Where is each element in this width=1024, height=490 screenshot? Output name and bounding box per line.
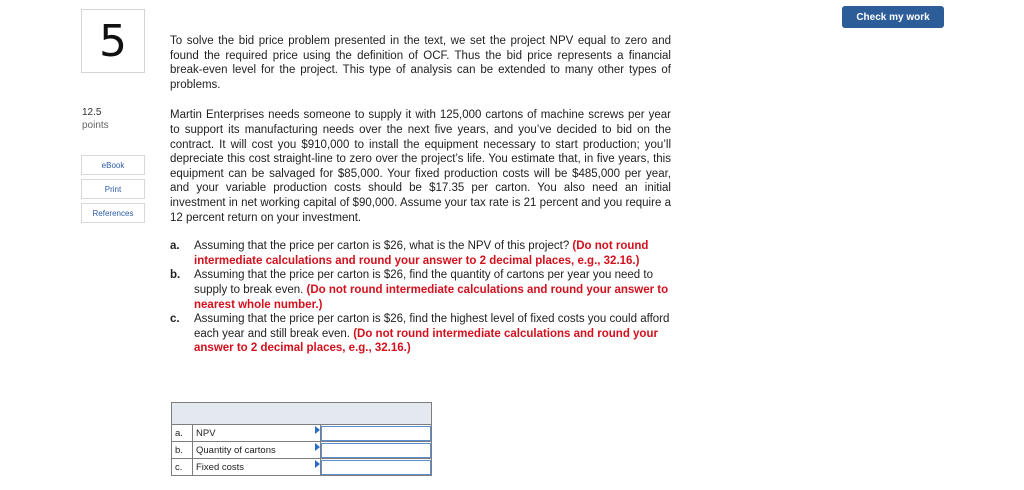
intro-paragraph: To solve the bid price problem presented in the text, we set the project NPV equal to zero and found the required price using the definition of OCF. Thus the bid price represents a financial break-even level for the project. This type of analysis can be extended to many other types of problems.: [170, 35, 671, 91]
sub-question-c: [170, 312, 671, 356]
table-row: [172, 425, 432, 442]
question-number: 5: [81, 9, 145, 73]
row-label: Quantity of cartons: [196, 444, 276, 456]
row-letter: b.: [172, 442, 193, 459]
points-info: [82, 106, 109, 132]
table-row: [172, 442, 432, 459]
row-letter: a.: [172, 425, 193, 442]
answer-table: [171, 402, 432, 476]
sub-question-b: [170, 268, 671, 312]
sub-question-list: [170, 239, 671, 356]
row-letter: c.: [172, 459, 193, 476]
quantity-input[interactable]: [321, 443, 431, 458]
row-label: Fixed costs: [196, 461, 245, 473]
sub-question-text: Assuming that the price per carton is $26, what is the NPV of this project?: [194, 240, 573, 253]
problem-paragraph: Martin Enterprises needs someone to supply it with 125,000 cartons of machine screws per year to support its manufacturing needs over the next five years, and you’ve decided to bid on the contract. It will cost you $910,000 to install the equipment necessary to start production; you’ll depreciate this cost straight-line to zero over the project’s life. You estimate that, in five years, this equipment can be salvaged for $85,000. Your fixed production costs will be $485,000 per year, and your variable production costs should be $17.35 per carton. You also need an initial investment in net working capital of $90,000. Assume your tax rate is 21 percent and you require a 12 percent return on your investment.: [170, 109, 671, 224]
table-header-row: [172, 403, 432, 425]
flag-icon: [315, 426, 320, 434]
references-button[interactable]: References: [81, 203, 145, 223]
sub-question-letter: b.: [170, 269, 181, 282]
sub-question-text: Assuming that the price per carton is $26, find the highest level of fixed costs you could afford each year and still break even.: [194, 313, 670, 340]
fixed-costs-input[interactable]: [321, 460, 431, 475]
check-my-work-button[interactable]: Check my work: [842, 6, 944, 28]
question-content: [170, 34, 671, 356]
points-label: points: [82, 120, 109, 131]
flag-icon: [315, 443, 320, 451]
sub-question-a: [170, 239, 671, 268]
points-value: 12.5: [82, 107, 102, 118]
sub-question-letter: a.: [170, 240, 180, 253]
sub-question-text: Assuming that the price per carton is $26, find the quantity of cartons per year you need to supply to break even.: [194, 269, 653, 296]
flag-icon: [315, 460, 320, 468]
sub-question-note: (Do not round intermediate calculations and round your answer to 2 decimal places, e.g., 32.16.): [194, 327, 658, 355]
sub-question-note: (Do not round intermediate calculations and round your answer to 2 decimal places, e.g., 32.16.): [194, 240, 649, 267]
ebook-button[interactable]: eBook: [81, 155, 145, 175]
sub-question-letter: c.: [170, 313, 180, 326]
table-row: [172, 459, 432, 476]
tools-panel: [81, 155, 145, 227]
sub-question-note: (Do not round intermediate calculations and round your answer to nearest whole number.): [194, 283, 669, 311]
row-label: NPV: [196, 427, 216, 439]
print-button[interactable]: Print: [81, 179, 145, 199]
npv-input[interactable]: [321, 426, 431, 441]
